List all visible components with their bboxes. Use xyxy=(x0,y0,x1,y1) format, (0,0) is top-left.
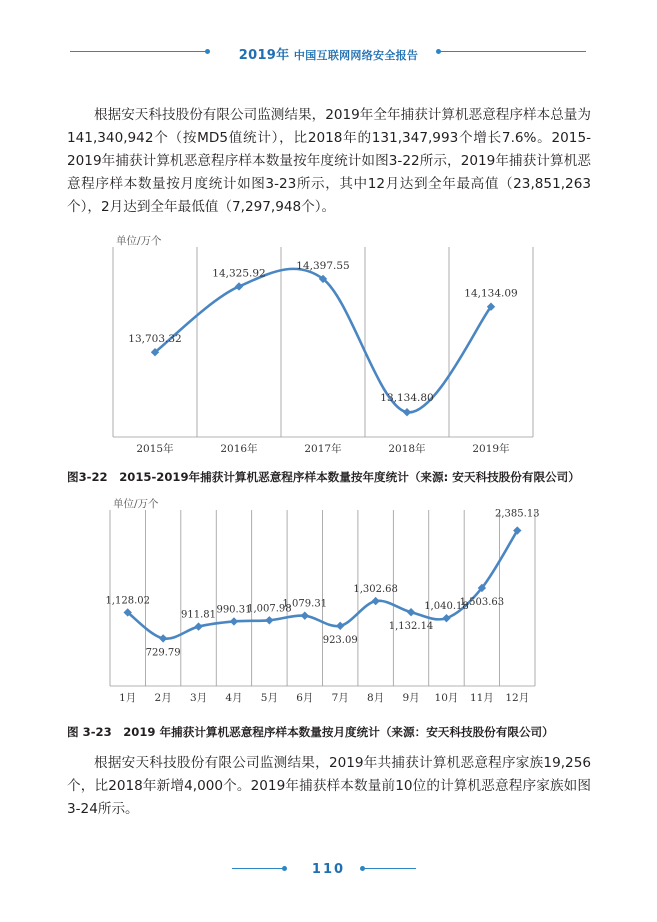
annual-series-line xyxy=(155,269,491,413)
monthly-data-label: 729.79 xyxy=(145,647,181,659)
header-title xyxy=(0,44,657,63)
monthly-x-tick-label: 1月 xyxy=(119,692,137,704)
monthly-x-tick-label: 10月 xyxy=(434,692,459,704)
monthly-x-tick-label: 11月 xyxy=(469,692,494,704)
monthly-x-tick-label: 7月 xyxy=(331,692,349,704)
annual-data-label: 14,134.09 xyxy=(464,287,518,300)
monthly-x-tick-label: 3月 xyxy=(189,692,208,704)
monthly-sample-chart xyxy=(0,488,657,716)
monthly-x-tick-label: 8月 xyxy=(367,692,385,704)
figure-caption-3-22: 图3-22 2015-2019年捕获计算机恶意程序样本数量按年度统计（来源: 安天科技股份有限公司） xyxy=(67,470,580,484)
monthly-x-tick-label: 12月 xyxy=(505,692,530,704)
monthly-point xyxy=(407,608,415,616)
monthly-data-label: 1,079.31 xyxy=(282,598,328,610)
figure-caption-3-23: 图 3-23 2019 年捕获计算机恶意程序样本数量按月度统计（来源：安天科技股份有限公司） xyxy=(67,725,554,739)
monthly-data-label: 1,503.63 xyxy=(459,596,505,608)
monthly-point xyxy=(194,622,202,630)
monthly-data-label: 2,385.13 xyxy=(495,508,540,520)
annual-data-label: 14,325.92 xyxy=(212,267,266,280)
monthly-data-label: 1,040.18 xyxy=(424,601,469,613)
monthly-data-label: 1,007.98 xyxy=(247,603,292,615)
monthly-point xyxy=(371,597,379,605)
annual-x-tick-label: 2018年 xyxy=(388,443,426,455)
monthly-data-label: 911.81 xyxy=(181,609,217,621)
monthly-data-label: 1,132.14 xyxy=(388,621,434,633)
header-report-name: 中国互联网网络安全报告 xyxy=(293,49,419,62)
annual-data-label: 14,397.55 xyxy=(296,259,350,272)
annual-data-label: 13,134.80 xyxy=(380,392,434,405)
annual-sample-chart xyxy=(0,225,657,465)
monthly-y-unit-label: 单位/万个 xyxy=(113,498,159,510)
annual-data-label: 13,703.32 xyxy=(128,333,182,346)
monthly-point xyxy=(159,634,167,642)
monthly-point xyxy=(301,611,309,619)
body-paragraph-1: 根据安天科技股份有限公司监测结果，2019年全年捕获计算机恶意程序样本总量为141,340,942个（按MD5值统计），比2018年的131,347,993个增长7.6%。2015-2019年捕获计算机恶意程序样本数量按年度统计如图3-22所示，2019年捕获计算机恶意程序样本数量按月度统计如图3-23所示，其中12月达到全年最高值（23,851,263个），2月达到全年最低值（7,297,948个）。 xyxy=(67,107,591,215)
monthly-x-tick-label: 6月 xyxy=(296,692,314,704)
monthly-point xyxy=(336,622,344,630)
monthly-x-tick-label: 5月 xyxy=(260,692,278,704)
annual-x-tick-label: 2015年 xyxy=(136,443,174,455)
monthly-x-tick-label: 9月 xyxy=(402,692,420,704)
body-paragraph-2: 根据安天科技股份有限公司监测结果，2019年共捕获计算机恶意程序家族19,256个，比2018年新增4,000个。2019年捕获样本数量前10位的计算机恶意程序家族如图3-24所示。 xyxy=(67,755,591,817)
footer-rule-right xyxy=(364,868,416,869)
monthly-point xyxy=(265,616,273,624)
monthly-point xyxy=(442,614,450,622)
page-number: 110 xyxy=(311,862,346,877)
annual-x-tick-label: 2016年 xyxy=(220,443,258,455)
annual-point xyxy=(403,408,411,416)
annual-point xyxy=(235,282,243,290)
annual-y-unit-label: 单位/万个 xyxy=(116,235,162,247)
monthly-data-label: 990.31 xyxy=(216,604,252,616)
monthly-data-label: 1,302.68 xyxy=(353,584,398,596)
monthly-x-tick-label: 4月 xyxy=(225,692,243,704)
header-rule-right xyxy=(440,51,586,52)
annual-x-tick-label: 2019年 xyxy=(472,443,510,455)
monthly-data-label: 923.09 xyxy=(322,634,358,646)
monthly-point xyxy=(230,617,238,625)
annual-x-tick-label: 2017年 xyxy=(304,443,342,455)
header-year: 2019年 xyxy=(238,48,290,63)
monthly-x-tick-label: 2月 xyxy=(154,692,172,704)
monthly-data-label: 1,128.02 xyxy=(105,595,150,607)
